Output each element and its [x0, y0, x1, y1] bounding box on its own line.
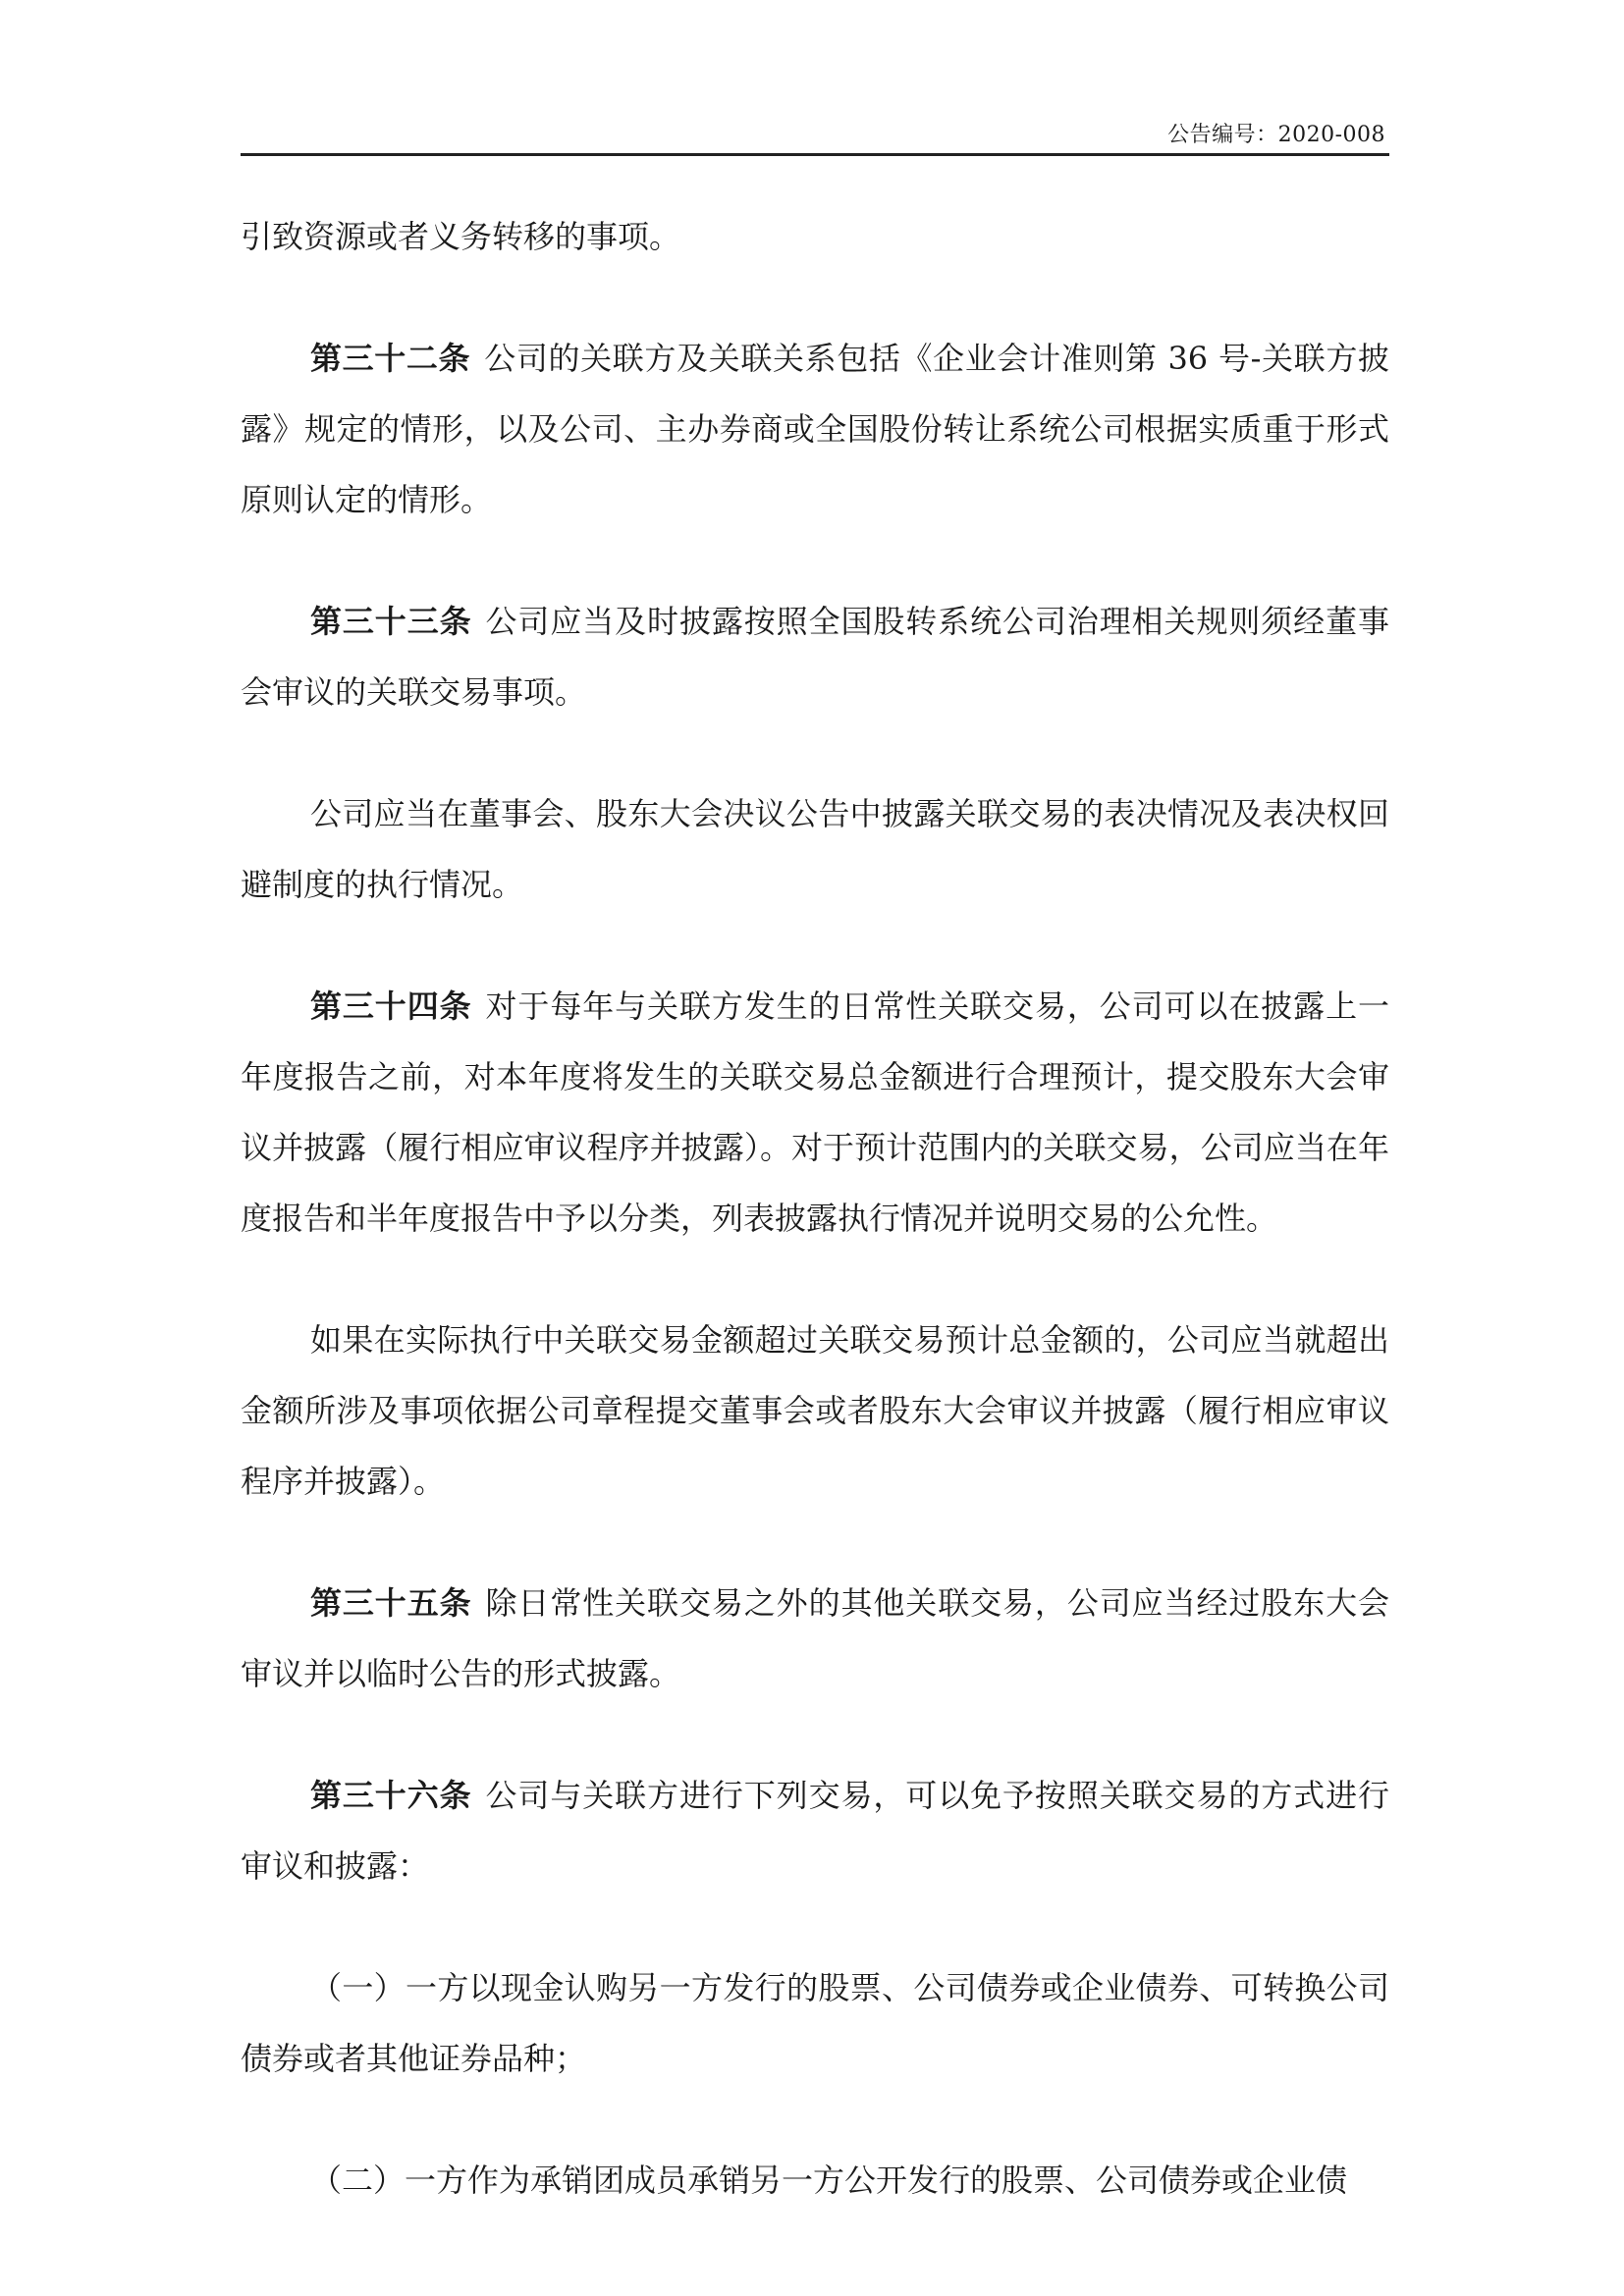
article-number: 第三十五条	[310, 1584, 472, 1622]
list-item-2: （二）一方作为承销团成员承销另一方公开发行的股票、公司债券或企业债	[310, 2162, 1348, 2199]
paragraph: 公司应当在董事会、股东大会决议公告中披露关联交易的表决情况及表决权回避制度的执行情况。	[241, 795, 1389, 903]
list-item-1: （一）一方以现金认购另一方发行的股票、公司债券或企业债券、可转换公司债券或者其他证券品种；	[241, 1969, 1389, 2077]
article-35	[241, 1568, 1389, 1709]
article-text: 对于每年与关联方发生的日常性关联交易，公司可以在披露上一年度报告之前，对本年度将发生的关联交易总金额进行合理预计，提交股东大会审议并披露（履行相应审议程序并披露）。对于预计范围内的关联交易，公司应当在年度报告和半年度报告中予以分类，列表披露执行情况并说明交易的公允性。	[241, 988, 1389, 1237]
article-32	[241, 323, 1389, 535]
article-36	[241, 1760, 1389, 1901]
document-body	[241, 201, 1389, 2267]
announcement-number: 公告编号：2020-008	[1167, 123, 1385, 147]
article-number: 第三十三条	[310, 603, 472, 640]
article-number: 第三十六条	[310, 1777, 472, 1814]
article-text: 公司的关联方及关联关系包括《企业会计准则第 36 号-关联方披露》规定的情形，以及公司、主办券商或全国股份转让系统公司根据实质重于形式原则认定的情形。	[241, 340, 1389, 518]
page-header	[241, 118, 1389, 156]
article-33	[241, 586, 1389, 727]
paragraph: 如果在实际执行中关联交易金额超过关联交易预计总金额的，公司应当就超出金额所涉及事项依据公司章程提交董事会或者股东大会审议并披露（履行相应审议程序并披露）。	[241, 1321, 1389, 1500]
article-number: 第三十二条	[310, 340, 471, 377]
paragraph-continuation: 引致资源或者义务转移的事项。	[241, 218, 681, 255]
article-text: 除日常性关联交易之外的其他关联交易，公司应当经过股东大会审议并以临时公告的形式披露。	[241, 1584, 1389, 1692]
article-number: 第三十四条	[310, 988, 472, 1025]
article-text: 公司与关联方进行下列交易，可以免予按照关联交易的方式进行审议和披露：	[241, 1777, 1389, 1885]
article-34	[241, 971, 1389, 1254]
article-text: 公司应当及时披露按照全国股转系统公司治理相关规则须经董事会审议的关联交易事项。	[241, 603, 1389, 711]
